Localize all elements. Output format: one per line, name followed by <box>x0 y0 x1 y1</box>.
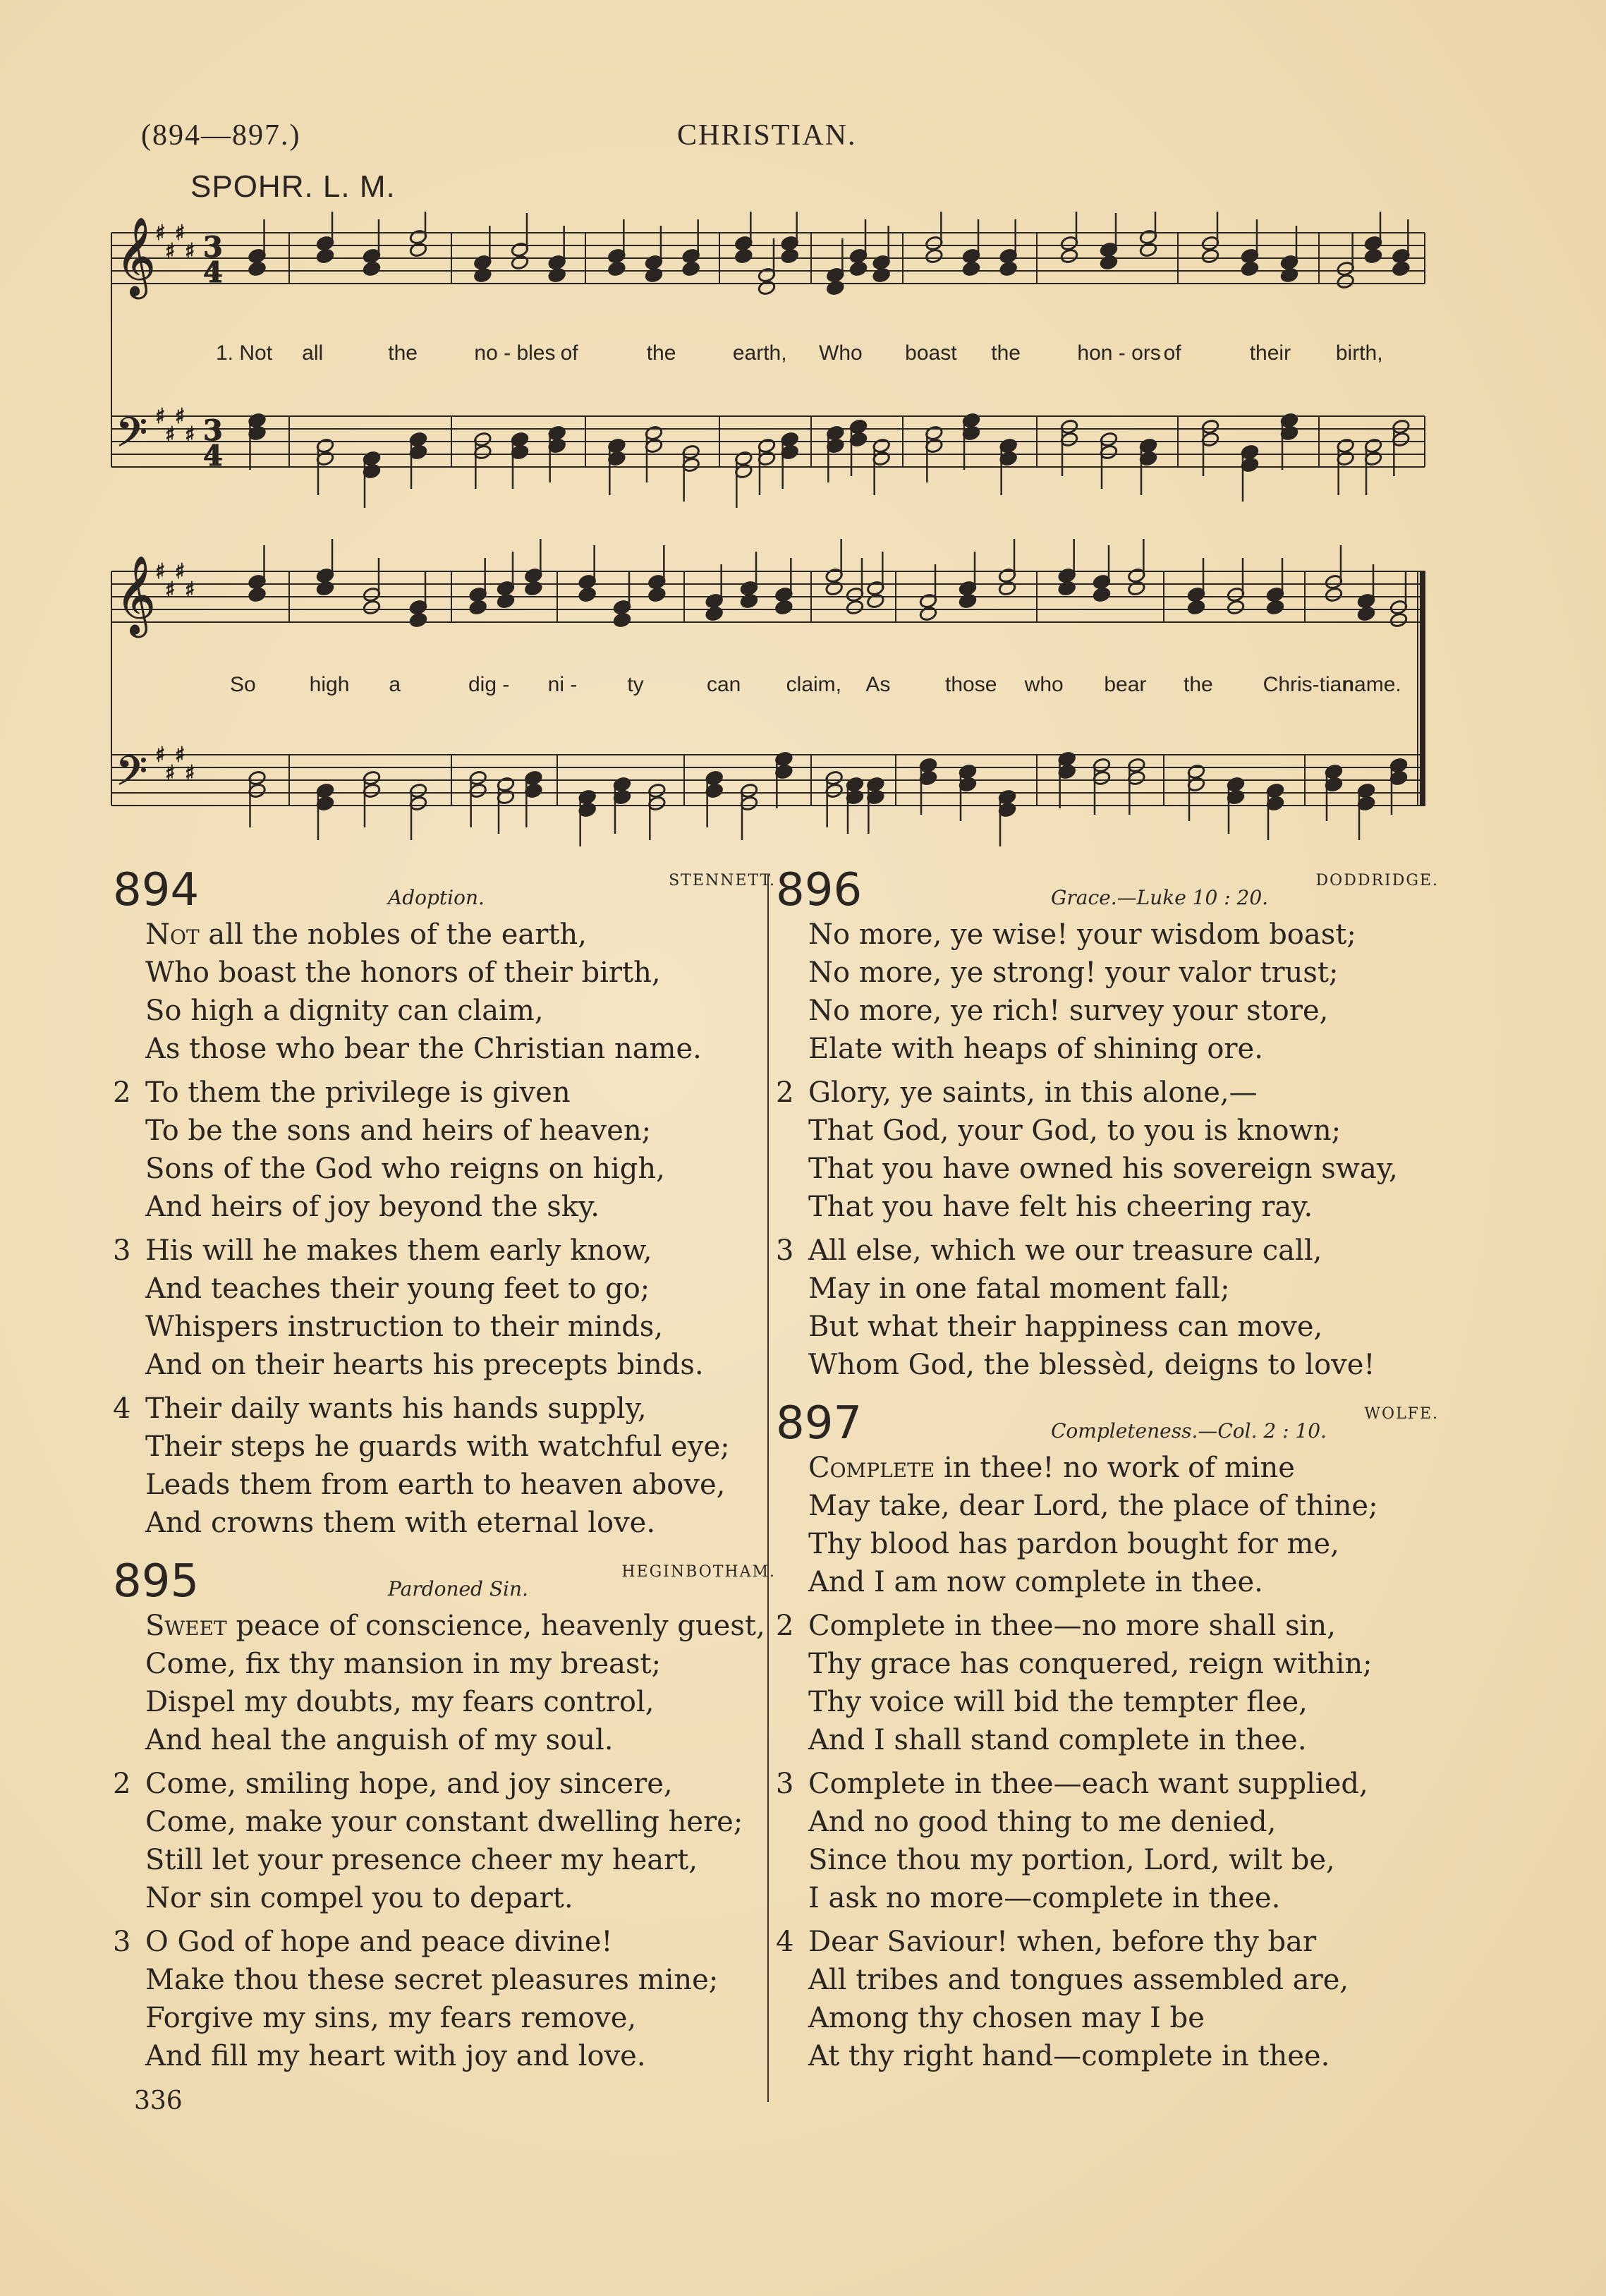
sharp-icon: ♯ <box>175 743 185 767</box>
verse-text: Their steps he guards with watchful eye; <box>145 1431 730 1463</box>
note-head <box>524 581 542 597</box>
lyric-syllable: all <box>302 341 324 365</box>
lyric-syllable: bear <box>1104 673 1147 696</box>
note-head <box>607 261 626 277</box>
stanza <box>776 1923 1439 2075</box>
stanza-number: 3 <box>113 1926 131 1958</box>
note-head <box>497 593 515 609</box>
note-head <box>866 593 884 609</box>
verse-text: And no good thing to me denied, <box>808 1806 1277 1838</box>
verse-text: No more, ye wise! your wisdom boast; <box>808 918 1356 951</box>
verse-line <box>808 1803 1439 1841</box>
note-head <box>998 581 1016 597</box>
verse-line <box>808 916 1439 954</box>
lyric-syllable: boast <box>905 341 957 365</box>
note-head <box>1325 587 1343 603</box>
hymn-header <box>113 1555 776 1608</box>
verse-text: Dispel my doubts, my fears control, <box>145 1686 655 1718</box>
stanza-number: 2 <box>113 1076 131 1109</box>
time-signature: 4 <box>203 439 223 473</box>
sharp-icon: ♯ <box>185 239 195 264</box>
verse-text: And heal the anguish of my soul. <box>145 1724 614 1756</box>
verse-text: But what their happiness can move, <box>808 1311 1323 1343</box>
sharp-icon: ♯ <box>175 221 185 245</box>
lyric-syllable: dig - <box>468 673 510 696</box>
hymn-subject: Completeness.—Col. 2 : 10. <box>1051 1419 1327 1442</box>
verse-line <box>145 1721 776 1759</box>
verse-text: Their daily wants his hands supply, <box>145 1392 647 1425</box>
note-head <box>473 267 492 284</box>
note-head <box>872 267 891 284</box>
note-head <box>578 587 597 603</box>
sharp-icon: ♯ <box>165 578 176 602</box>
verse-text: O God of hope and peace divine! <box>145 1926 613 1958</box>
note-head <box>1100 255 1118 271</box>
verse-line <box>808 1346 1439 1384</box>
lyric-syllable: ni - <box>547 673 578 696</box>
note-head <box>826 280 844 296</box>
verse-text: That God, your God, to you is known; <box>808 1114 1342 1147</box>
verse-text: So high a dignity can claim, <box>145 995 544 1027</box>
verse-line <box>808 1999 1439 2037</box>
verse-text: peace of conscience, heavenly guest, <box>236 1610 765 1642</box>
sharp-icon: ♯ <box>155 559 166 584</box>
verse-text: in thee! no work of mine <box>943 1452 1295 1484</box>
verse-line <box>145 1270 776 1308</box>
verse-line <box>808 1683 1439 1721</box>
verse-text: As those who bear the Christian name. <box>145 1033 702 1065</box>
verse-text: all the nobles of the earth, <box>208 918 587 951</box>
note-head <box>919 606 937 622</box>
sharp-icon: ♯ <box>185 423 195 447</box>
sharp-icon: ♯ <box>165 761 176 786</box>
note-head <box>1337 274 1355 290</box>
lyric-syllable: of <box>560 341 578 365</box>
verse-text: Since thou my portion, Lord, wilt be, <box>808 1844 1335 1876</box>
treble-clef-icon: 𝄞 <box>116 217 156 296</box>
verse-line <box>145 1428 776 1466</box>
verse-line <box>808 1765 1439 1803</box>
verse-text: Leads them from earth to heaven above, <box>145 1469 726 1501</box>
verse-text: Glory, ye saints, in this alone,— <box>808 1076 1258 1109</box>
verse-text: That you have felt his cheering ray. <box>808 1191 1313 1223</box>
verse-line <box>145 1923 776 1961</box>
lyric-syllable: the <box>388 341 418 365</box>
verse-line <box>808 2037 1439 2075</box>
verse-line <box>145 1841 776 1879</box>
lyric-syllable: earth, <box>732 341 787 365</box>
verse-text: Whispers instruction to their minds, <box>145 1311 664 1343</box>
verse-line <box>808 1607 1439 1645</box>
left-column <box>113 864 776 2092</box>
sharp-icon: ♯ <box>165 239 176 264</box>
lyric-syllable: 1. Not <box>216 341 273 365</box>
verse-line <box>808 1923 1439 1961</box>
hymn-header <box>776 1397 1439 1450</box>
verse-text: Who boast the honors of their birth, <box>145 956 661 989</box>
note-head <box>469 600 487 616</box>
note-head <box>409 612 427 628</box>
note-head <box>774 600 793 616</box>
verse-line <box>145 1188 776 1226</box>
stanza <box>113 1765 776 1917</box>
note-head <box>647 587 666 603</box>
verse-line <box>145 1504 776 1542</box>
hymn-author: WOLFE. <box>1364 1405 1439 1423</box>
note-head <box>1357 606 1375 622</box>
verse-line <box>145 1466 776 1504</box>
lyric-syllable: hon - ors <box>1077 341 1161 365</box>
final-bar <box>1421 571 1425 806</box>
verse-text: And crowns them with eternal love. <box>145 1507 656 1539</box>
section-title: CHRISTIAN. <box>677 119 857 152</box>
stanza <box>776 1765 1439 1917</box>
time-signature: 4 <box>203 256 223 289</box>
lyric-syllable: the <box>1184 673 1213 696</box>
verse-line <box>808 1879 1439 1917</box>
lyric-syllable: the <box>991 341 1021 365</box>
lyric-syllable: the <box>646 341 676 365</box>
verse-text: Come, make your constant dwelling here; <box>145 1806 743 1838</box>
note-head <box>316 581 334 597</box>
verse-line <box>808 1525 1439 1563</box>
verse-text: And fill my heart with joy and love. <box>145 2040 646 2072</box>
verse-line <box>808 1232 1439 1270</box>
lyric-syllable: those <box>945 673 997 696</box>
verse-text: Complete in thee—each want supplied, <box>808 1768 1368 1800</box>
verse-line <box>145 1765 776 1803</box>
verse-text: Make thou these secret pleasures mine; <box>145 1964 719 1996</box>
note-head <box>849 261 868 277</box>
verse-line <box>145 1150 776 1188</box>
sharp-icon: ♯ <box>155 404 166 429</box>
hymn-subject: Pardoned Sin. <box>388 1577 528 1600</box>
tune-name: SPOHR. L. M. <box>190 169 396 204</box>
note-head <box>409 242 427 258</box>
note-head <box>548 267 566 284</box>
stanza-number: 2 <box>113 1768 131 1800</box>
verse-text: And I am now complete in thee. <box>808 1566 1263 1598</box>
first-word: Sweet <box>145 1610 227 1642</box>
note-head <box>248 587 266 603</box>
verse-line <box>808 1150 1439 1188</box>
verse-line <box>808 1074 1439 1112</box>
verse-line <box>145 1683 776 1721</box>
hymn-number: 896 <box>776 864 863 916</box>
bass-clef-icon: 𝄢 <box>116 747 148 805</box>
verse-text: Sons of the God who reigns on high, <box>145 1153 665 1185</box>
note-head <box>1187 600 1205 616</box>
stanza <box>776 1232 1439 1384</box>
hymn-number: 897 <box>776 1397 863 1450</box>
verse-text: No more, ye rich! survey your store, <box>808 995 1329 1027</box>
verse-line <box>145 1074 776 1112</box>
verse-text: Complete in thee—no more shall sin, <box>808 1610 1336 1642</box>
verse-text: Among thy chosen may I be <box>808 2002 1205 2034</box>
sharp-icon: ♯ <box>155 743 166 767</box>
lyric-syllable: high <box>309 673 350 696</box>
page-number: 336 <box>134 2087 183 2115</box>
note-head <box>734 248 753 265</box>
verse-text: I ask no more—complete in thee. <box>808 1882 1281 1914</box>
verse-line <box>808 992 1439 1030</box>
note-head <box>705 606 724 622</box>
verse-line <box>145 1308 776 1346</box>
stanza-number: 2 <box>776 1610 794 1642</box>
lyric-syllable: no - bles <box>474 341 556 365</box>
note-head <box>1389 612 1408 628</box>
stanza <box>113 1074 776 1226</box>
verse-text: Thy voice will bid the tempter flee, <box>808 1686 1308 1718</box>
hymn-range: (894—897.) <box>141 119 301 152</box>
verse-text: And on their hearts his precepts binds. <box>145 1349 704 1381</box>
note-head <box>363 261 381 277</box>
music-score <box>106 212 1432 861</box>
stanza <box>113 1232 776 1384</box>
stanza-number: 3 <box>776 1768 794 1800</box>
verse-line <box>145 1961 776 1999</box>
note-head <box>1060 248 1078 265</box>
hymn-number: 894 <box>113 864 200 916</box>
stanza-number: 3 <box>776 1234 794 1267</box>
verse-text: No more, ye strong! your valor trust; <box>808 956 1339 989</box>
sharp-icon: ♯ <box>155 221 166 245</box>
note-head <box>1241 261 1259 277</box>
verse-line <box>808 1841 1439 1879</box>
verse-text: Elate with heaps of shining ore. <box>808 1033 1263 1065</box>
stanza <box>113 1923 776 2075</box>
hymn-896 <box>776 864 1439 1384</box>
verse-text: And heirs of joy beyond the sky. <box>145 1191 600 1223</box>
stanza-number: 4 <box>776 1926 794 1958</box>
verse-text: All else, which we our treasure call, <box>808 1234 1322 1267</box>
verse-line <box>808 1308 1439 1346</box>
treble-clef-icon: 𝄞 <box>116 555 156 634</box>
hymn-author: HEGINBOTHAM. <box>621 1563 776 1581</box>
lyric-syllable: can <box>707 673 741 696</box>
verse-text: At thy right hand—complete in thee. <box>808 2040 1330 2072</box>
hymn-author: DODDRIDGE. <box>1315 872 1439 889</box>
lyric-syllable: name. <box>1342 673 1401 696</box>
running-head <box>141 119 917 161</box>
verse-text: All tribes and tongues assembled are, <box>808 1964 1349 1996</box>
sharp-icon: ♯ <box>175 559 185 584</box>
sharp-icon: ♯ <box>185 761 195 786</box>
verse-line <box>145 1346 776 1384</box>
verse-line <box>808 1030 1439 1068</box>
verse-line <box>808 1270 1439 1308</box>
hymn-author: STENNETT. <box>669 872 776 889</box>
verse-text: Thy grace has conquered, reign within; <box>808 1648 1373 1680</box>
verse-line <box>808 954 1439 992</box>
verse-line <box>145 1999 776 2037</box>
lyric-syllable: birth, <box>1335 341 1383 365</box>
stanza <box>113 1390 776 1542</box>
verse-line <box>145 954 776 992</box>
note-head <box>846 600 864 616</box>
verse-text: That you have owned his sovereign sway, <box>808 1153 1398 1185</box>
lyric-syllable: a <box>389 673 401 696</box>
verse-line <box>808 1563 1439 1601</box>
stanza <box>113 1607 776 1759</box>
verse-line <box>808 1961 1439 1999</box>
verse-text: May in one fatal moment fall; <box>808 1272 1230 1305</box>
note-head <box>962 261 980 277</box>
stanza-number: 4 <box>113 1392 131 1425</box>
note-head <box>825 581 844 597</box>
verse-text: And teaches their young feet to go; <box>145 1272 650 1305</box>
verse-line <box>145 1607 776 1645</box>
hymn-header <box>113 864 776 916</box>
note-head <box>740 593 758 609</box>
lyric-syllable: ty <box>627 673 644 696</box>
verse-text: Thy blood has pardon bought for me, <box>808 1528 1339 1560</box>
lyric-syllable: claim, <box>786 673 842 696</box>
lyric-syllable: Chris-tian <box>1263 673 1354 696</box>
note-head <box>1227 600 1245 616</box>
note-head <box>1266 600 1284 616</box>
verse-text: To them the privilege is given <box>145 1076 571 1109</box>
note-head <box>1364 248 1382 265</box>
verse-line <box>145 1030 776 1068</box>
note-head <box>1127 581 1145 597</box>
lyric-syllable: who <box>1024 673 1064 696</box>
verse-line <box>145 1645 776 1683</box>
note-head <box>925 248 943 265</box>
verse-text: Nor sin compel you to depart. <box>145 1882 573 1914</box>
lyric-syllable: Who <box>819 341 863 365</box>
note-head <box>613 612 631 628</box>
sharp-icon: ♯ <box>175 404 185 429</box>
verse-line <box>145 1879 776 1917</box>
verse-line <box>145 1112 776 1150</box>
stanza <box>113 916 776 1068</box>
hymn-number: 895 <box>113 1555 200 1608</box>
hymn-subject: Adoption. <box>388 886 485 909</box>
note-head <box>682 261 700 277</box>
time-signature: 3 <box>203 414 223 447</box>
lyric-syllable: of <box>1163 341 1181 365</box>
verse-text: Come, fix thy mansion in my breast; <box>145 1648 662 1680</box>
note-head <box>959 593 977 609</box>
stanza <box>776 1449 1439 1601</box>
verse-line <box>808 1112 1439 1150</box>
stanza <box>776 916 1439 1068</box>
verse-line <box>145 1390 776 1428</box>
hymn-header <box>776 864 1439 916</box>
note-head <box>1058 581 1076 597</box>
verse-text: Forgive my sins, my fears remove, <box>145 2002 637 2034</box>
verse-line <box>808 1721 1439 1759</box>
hymn-894 <box>113 864 776 1542</box>
note-head <box>248 261 266 277</box>
stanza <box>776 1074 1439 1226</box>
note-head <box>1139 242 1157 258</box>
note-head <box>363 600 381 616</box>
note-head <box>645 267 663 284</box>
verse-text: Whom God, the blessèd, deigns to love! <box>808 1349 1375 1381</box>
bass-clef-icon: 𝄢 <box>116 408 148 466</box>
verse-line <box>145 992 776 1030</box>
first-word: Complete <box>808 1452 935 1484</box>
note-head <box>999 261 1018 277</box>
stanza <box>776 1607 1439 1759</box>
hymn-897 <box>776 1397 1439 2075</box>
verse-line <box>145 916 776 954</box>
note-head <box>511 255 529 271</box>
verse-line <box>145 1232 776 1270</box>
verse-text: May take, dear Lord, the place of thine; <box>808 1490 1378 1522</box>
verse-text: Still let your presence cheer my heart, <box>145 1844 698 1876</box>
stanza-number: 2 <box>776 1076 794 1109</box>
verse-text: And I shall stand complete in thee. <box>808 1724 1307 1756</box>
lyric-syllable: their <box>1249 341 1291 365</box>
verse-line <box>145 1803 776 1841</box>
verse-line <box>808 1449 1439 1487</box>
note-head <box>1093 587 1111 603</box>
verse-text: Dear Saviour! when, before thy bar <box>808 1926 1317 1958</box>
verse-line <box>808 1487 1439 1525</box>
note-head <box>316 248 334 265</box>
verse-text: Come, smiling hope, and joy sincere, <box>145 1768 673 1800</box>
verse-text: To be the sons and heirs of heaven; <box>145 1114 652 1147</box>
sharp-icon: ♯ <box>185 578 195 602</box>
note-head <box>781 248 799 265</box>
right-column <box>776 864 1439 2092</box>
hymn-subject: Grace.—Luke 10 : 20. <box>1051 886 1269 909</box>
note-head <box>1392 261 1410 277</box>
hymn-895 <box>113 1555 776 2075</box>
note-head <box>1280 267 1298 284</box>
verse-line <box>808 1645 1439 1683</box>
note-head <box>758 280 776 296</box>
time-signature: 3 <box>203 231 223 264</box>
verse-text: His will he makes them early know, <box>145 1234 652 1267</box>
verse-line <box>145 2037 776 2075</box>
first-word: Not <box>145 918 200 951</box>
verse-line <box>808 1188 1439 1226</box>
note-head <box>1201 248 1219 265</box>
lyric-syllable: As <box>865 673 891 696</box>
lyric-syllable: So <box>230 673 256 696</box>
sharp-icon: ♯ <box>165 423 176 447</box>
stanza-number: 3 <box>113 1234 131 1267</box>
